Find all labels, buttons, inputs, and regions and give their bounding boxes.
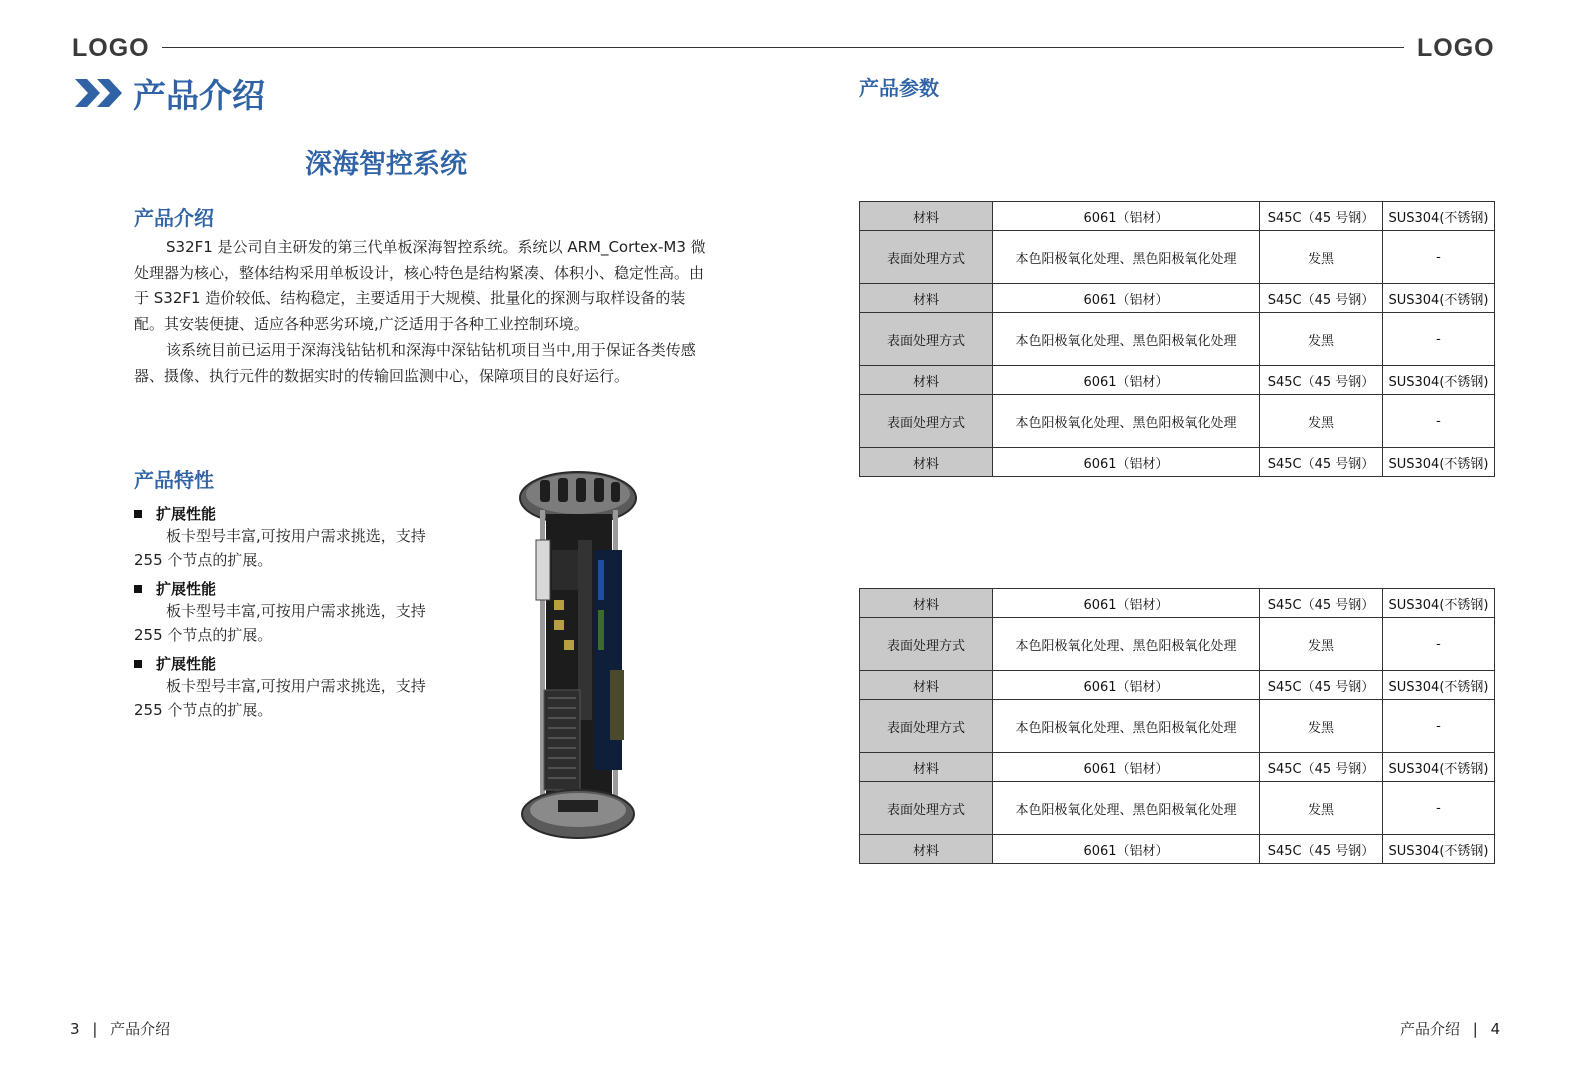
param-value-cell: 6061（铝材） — [993, 671, 1260, 700]
param-key-cell: 材料 — [860, 366, 993, 395]
footer-left: 3 | 产品介绍 — [70, 1020, 171, 1038]
square-bullet-icon — [134, 510, 142, 518]
table-row — [860, 835, 1495, 864]
param-key-cell: 表面处理方式 — [860, 618, 993, 671]
table-row — [860, 671, 1495, 700]
param-value-cell: S45C（45 号钢） — [1260, 589, 1383, 618]
page-number: 3 — [70, 1020, 80, 1038]
table-row — [860, 589, 1495, 618]
table-row — [860, 448, 1495, 477]
param-value-cell: 发黑 — [1260, 782, 1383, 835]
param-value-cell: 发黑 — [1260, 618, 1383, 671]
param-key-cell: 材料 — [860, 671, 993, 700]
table-row — [860, 753, 1495, 782]
param-value-cell: S45C（45 号钢） — [1260, 835, 1383, 864]
param-key-cell: 表面处理方式 — [860, 782, 993, 835]
logo-right: LOGO — [1417, 34, 1495, 62]
params-heading: 产品参数 — [859, 76, 939, 100]
param-value-cell: 本色阳极氧化处理、黑色阳极氧化处理 — [993, 782, 1260, 835]
param-value-cell: 6061（铝材） — [993, 202, 1260, 231]
param-value-cell: S45C（45 号钢） — [1260, 753, 1383, 782]
param-value-cell: 本色阳极氧化处理、黑色阳极氧化处理 — [993, 618, 1260, 671]
feature-desc: 板卡型号丰富,可按用户需求挑选，支持 255 个节点的扩展。 — [134, 527, 426, 569]
feature-title: 扩展性能 — [156, 580, 217, 598]
params-table-2 — [859, 588, 1495, 864]
double-chevron-icon — [75, 77, 125, 113]
param-key-cell: 材料 — [860, 448, 993, 477]
table-row — [860, 202, 1495, 231]
product-image — [518, 470, 640, 846]
header-rule — [162, 47, 1404, 48]
table-row — [860, 313, 1495, 366]
param-value-cell: 本色阳极氧化处理、黑色阳极氧化处理 — [993, 313, 1260, 366]
param-value-cell: - — [1383, 395, 1495, 448]
table-row — [860, 782, 1495, 835]
feature-item — [134, 578, 434, 647]
footer-label: 产品介绍 — [1400, 1020, 1461, 1038]
param-key-cell: 表面处理方式 — [860, 395, 993, 448]
param-value-cell: - — [1383, 618, 1495, 671]
params-table-1-body — [860, 202, 1495, 477]
param-value-cell: 6061（铝材） — [993, 366, 1260, 395]
param-value-cell: - — [1383, 313, 1495, 366]
param-value-cell: 发黑 — [1260, 395, 1383, 448]
param-value-cell: - — [1383, 782, 1495, 835]
param-key-cell: 材料 — [860, 753, 993, 782]
param-value-cell: S45C（45 号钢） — [1260, 202, 1383, 231]
param-key-cell: 表面处理方式 — [860, 313, 993, 366]
page-title: 产品介绍 — [133, 76, 265, 115]
param-value-cell: S45C（45 号钢） — [1260, 366, 1383, 395]
feature-item — [134, 503, 434, 572]
table-row — [860, 366, 1495, 395]
feature-desc: 板卡型号丰富,可按用户需求挑选，支持 255 个节点的扩展。 — [134, 602, 426, 644]
param-value-cell: S45C（45 号钢） — [1260, 671, 1383, 700]
table-row — [860, 395, 1495, 448]
params-table-1 — [859, 201, 1495, 477]
param-key-cell: 表面处理方式 — [860, 231, 993, 284]
feature-list — [134, 503, 434, 722]
feature-title: 扩展性能 — [156, 655, 217, 673]
param-value-cell: SUS304(不锈钢) — [1383, 589, 1495, 618]
table-row — [860, 231, 1495, 284]
param-value-cell: 6061（铝材） — [993, 589, 1260, 618]
feature-desc: 板卡型号丰富,可按用户需求挑选，支持 255 个节点的扩展。 — [134, 677, 426, 719]
param-value-cell: SUS304(不锈钢) — [1383, 671, 1495, 700]
table-row — [860, 618, 1495, 671]
product-title: 深海智控系统 — [305, 149, 467, 180]
param-value-cell: SUS304(不锈钢) — [1383, 753, 1495, 782]
param-value-cell: 6061（铝材） — [993, 753, 1260, 782]
param-value-cell: 发黑 — [1260, 700, 1383, 753]
param-value-cell: SUS304(不锈钢) — [1383, 366, 1495, 395]
intro-heading: 产品介绍 — [134, 206, 214, 230]
param-value-cell: S45C（45 号钢） — [1260, 284, 1383, 313]
footer-right: 产品介绍 | 4 — [1400, 1020, 1501, 1038]
param-value-cell: - — [1383, 700, 1495, 753]
param-value-cell: 发黑 — [1260, 231, 1383, 284]
param-value-cell: SUS304(不锈钢) — [1383, 202, 1495, 231]
features-heading: 产品特性 — [134, 468, 214, 492]
feature-item — [134, 653, 434, 722]
param-value-cell: - — [1383, 231, 1495, 284]
param-value-cell: 6061（铝材） — [993, 448, 1260, 477]
square-bullet-icon — [134, 585, 142, 593]
params-table-2-body — [860, 589, 1495, 864]
page-number: 4 — [1490, 1020, 1501, 1038]
param-value-cell: 本色阳极氧化处理、黑色阳极氧化处理 — [993, 395, 1260, 448]
param-value-cell: S45C（45 号钢） — [1260, 448, 1383, 477]
table-row — [860, 284, 1495, 313]
table-row — [860, 700, 1495, 753]
feature-title: 扩展性能 — [156, 505, 217, 523]
param-value-cell: SUS304(不锈钢) — [1383, 835, 1495, 864]
param-key-cell: 材料 — [860, 589, 993, 618]
logo-left: LOGO — [72, 34, 150, 62]
param-value-cell: 6061（铝材） — [993, 284, 1260, 313]
param-key-cell: 材料 — [860, 202, 993, 231]
footer-label: 产品介绍 — [110, 1020, 171, 1038]
param-value-cell: SUS304(不锈钢) — [1383, 284, 1495, 313]
param-key-cell: 材料 — [860, 835, 993, 864]
intro-paragraph: 该系统目前已运用于深海浅钻钻机和深海中深钻钻机项目当中,用于保证各类传感器、摄像、执行元件的数据实时的传输回监测中心，保障项目的良好运行。 — [134, 340, 696, 385]
param-key-cell: 材料 — [860, 284, 993, 313]
intro-paragraph: S32F1 是公司自主研发的第三代单板深海智控系统。系统以 ARM_Cortex-M3 微处理器为核心，整体结构采用单板设计，核心特色是结构紧凑、体积小、稳定性高。由于 S32F1 造价较低、结构稳定，主要适用于大规模、批量化的探测与取样设备的装配。其安装便捷、适应各种恶劣环境,广泛适用于各种工业控制环境。 — [134, 238, 706, 334]
param-value-cell: 6061（铝材） — [993, 835, 1260, 864]
square-bullet-icon — [134, 660, 142, 668]
param-value-cell: 发黑 — [1260, 313, 1383, 366]
param-value-cell: 本色阳极氧化处理、黑色阳极氧化处理 — [993, 700, 1260, 753]
param-value-cell: SUS304(不锈钢) — [1383, 448, 1495, 477]
param-key-cell: 表面处理方式 — [860, 700, 993, 753]
intro-body — [134, 235, 710, 389]
param-value-cell: 本色阳极氧化处理、黑色阳极氧化处理 — [993, 231, 1260, 284]
